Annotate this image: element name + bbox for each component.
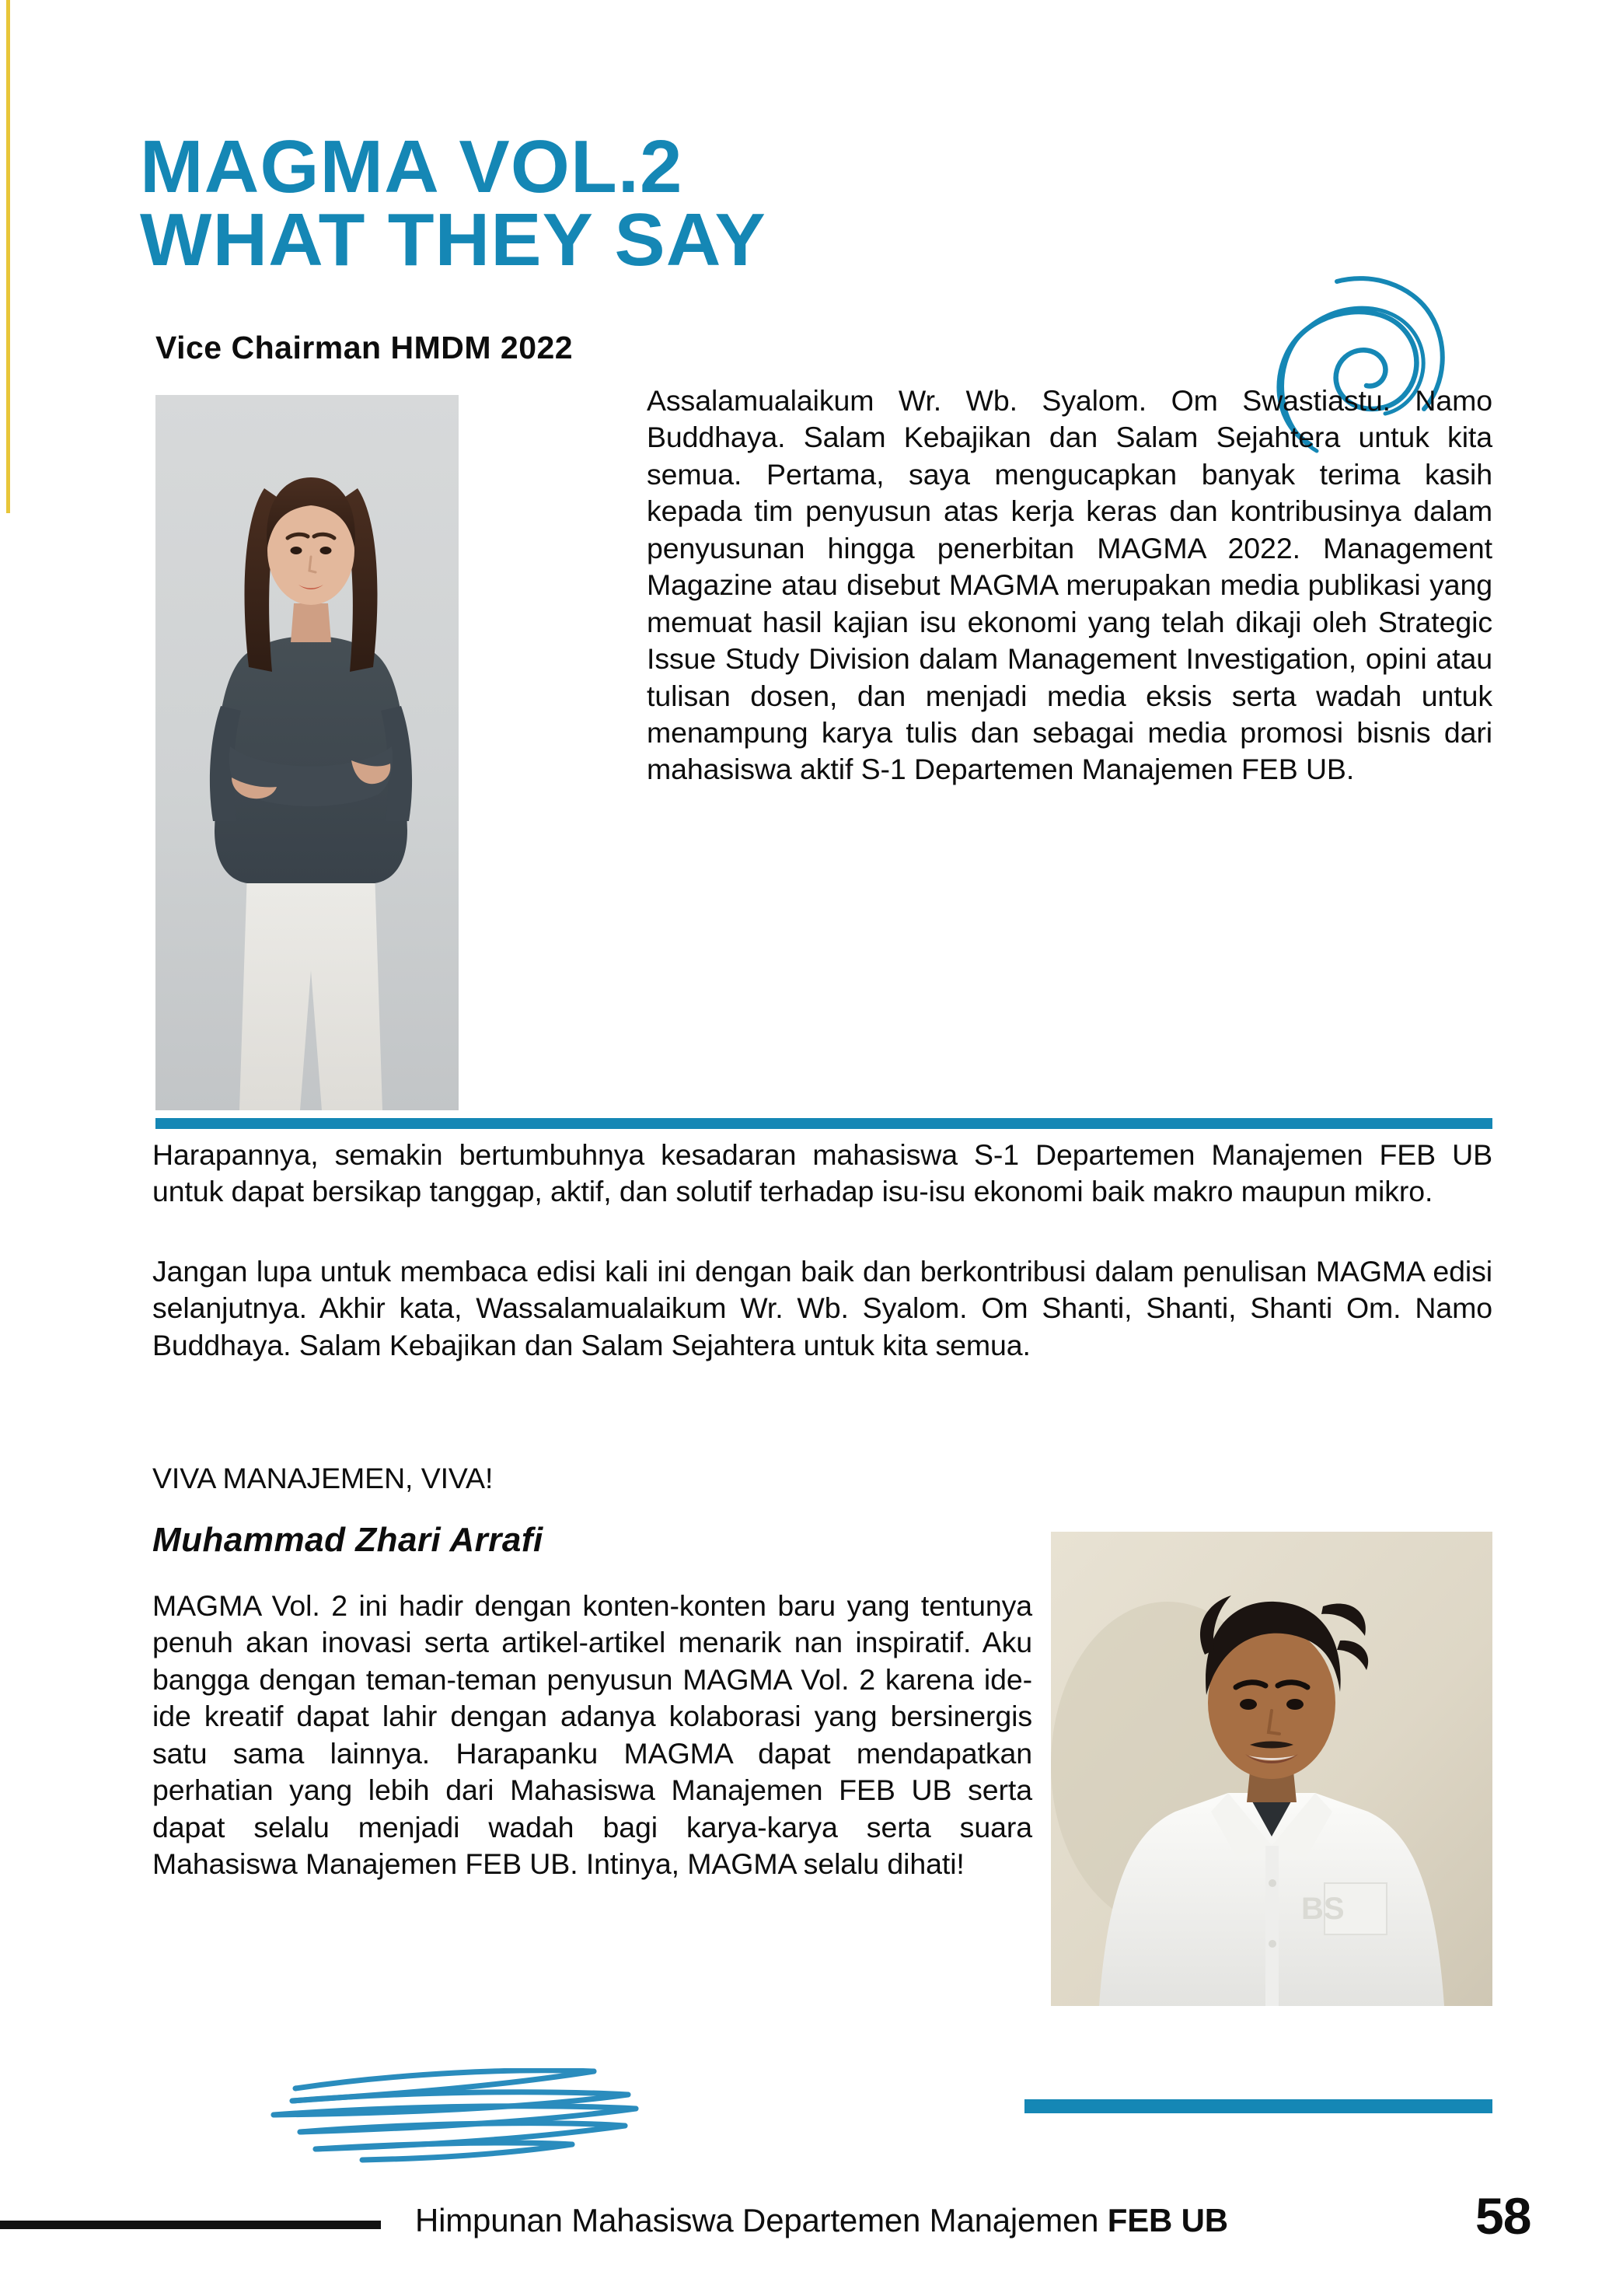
section-heading-vice-chairman: Vice Chairman HMDM 2022 [155,330,574,365]
accent-bar-under-photo-2 [1024,2099,1492,2113]
masthead-line-1: MAGMA VOL.2 [140,125,683,208]
vice-chairman-paragraph-3: Jangan lupa untuk membaca edisi kali ini dengan baik dan berkontribusi dalam penulisan MAGMA edisi selanjutnya. Akhir kata, Wassalamualaikum Wr. Wb. Syalom. Om Shanti, Shanti, Shanti Om. Namo Buddhaya. Salam Kebajikan dan Salam Sejahtera untuk kita semua. [152,1255,1492,1361]
accent-bar-under-photo-1 [155,1118,1492,1129]
scribble-doodle-icon [261,2068,805,2169]
masthead-line-2: WHAT THEY SAY [140,198,766,282]
left-edge-gold-rule [6,0,10,513]
vice-chairman-paragraph-1: Assalamualaikum Wr. Wb. Syalom. Om Swastiastu. Namo Buddhaya. Salam Kebajikan dan Salam Sejahtera untuk kita semua. Pertama, saya mengucapkan banyak terima kasih kepada tim penyusun atas kerja keras dan kontribusinya dalam penyusunan hingga penerbitan MAGMA 2022. Management Magazine atau disebut MAGMA merupakan media publikasi yang memuat hasil kajian isu ekonomi yang telah dikaji oleh Strategic Issue Study Division dalam Management Investigation, opini atau tulisan dosen, dan menjadi media eksis serta wadah untuk menampung karya tulis dan sebagai media promosi bisnis dari mahasiswa aktif S-1 Departemen Manajemen FEB UB. [647,384,1492,786]
masthead [140,125,1306,282]
vice-chairman-paragraph-2: Harapannya, semakin bertumbuhnya kesadaran mahasiswa S-1 Departemen Manajemen FEB UB untuk dapat bersikap tanggap, aktif, dan solutif terhadap isu-isu ekonomi baik makro maupun mikro. [152,1138,1492,1208]
footer-organization [415,2202,1228,2239]
portrait-photo-vice-chairman [155,395,459,1110]
vice-chairman-closing-line: VIVA MANAJEMEN, VIVA! [152,1462,494,1494]
footer-organization-bold: FEB UB [1107,2202,1228,2238]
footer-rule [0,2221,381,2229]
footer-organization-regular: Himpunan Mahasiswa Departemen Manajemen [415,2202,1108,2238]
portrait-photo-muhammad-zhari-arrafi [1051,1532,1492,2006]
page-number: 58 [1475,2187,1531,2245]
svg-text:BS: BS [1301,1892,1345,1926]
arrafi-paragraph-1: MAGMA Vol. 2 ini hadir dengan konten-konten baru yang tentunya penuh akan inovasi serta artikel-artikel menarik nan inspiratif. Aku bangga dengan teman-teman penyusun MAGMA Vol. 2 karena ide-ide kreatif dapat lahir dengan adanya kolaborasi yang bersinergis satu sama lainnya. Harapanku MAGMA dapat mendapatkan perhatian yang lebih dari Mahasiswa Manajemen FEB UB serta dapat selalu menjadi wadah bagi karya-karya serta suara Mahasiswa Manajemen FEB UB. Intinya, MAGMA selalu dihati! [152,1589,1032,1881]
section-heading-muhammad-zhari-arrafi: Muhammad Zhari Arrafi [152,1521,543,1559]
